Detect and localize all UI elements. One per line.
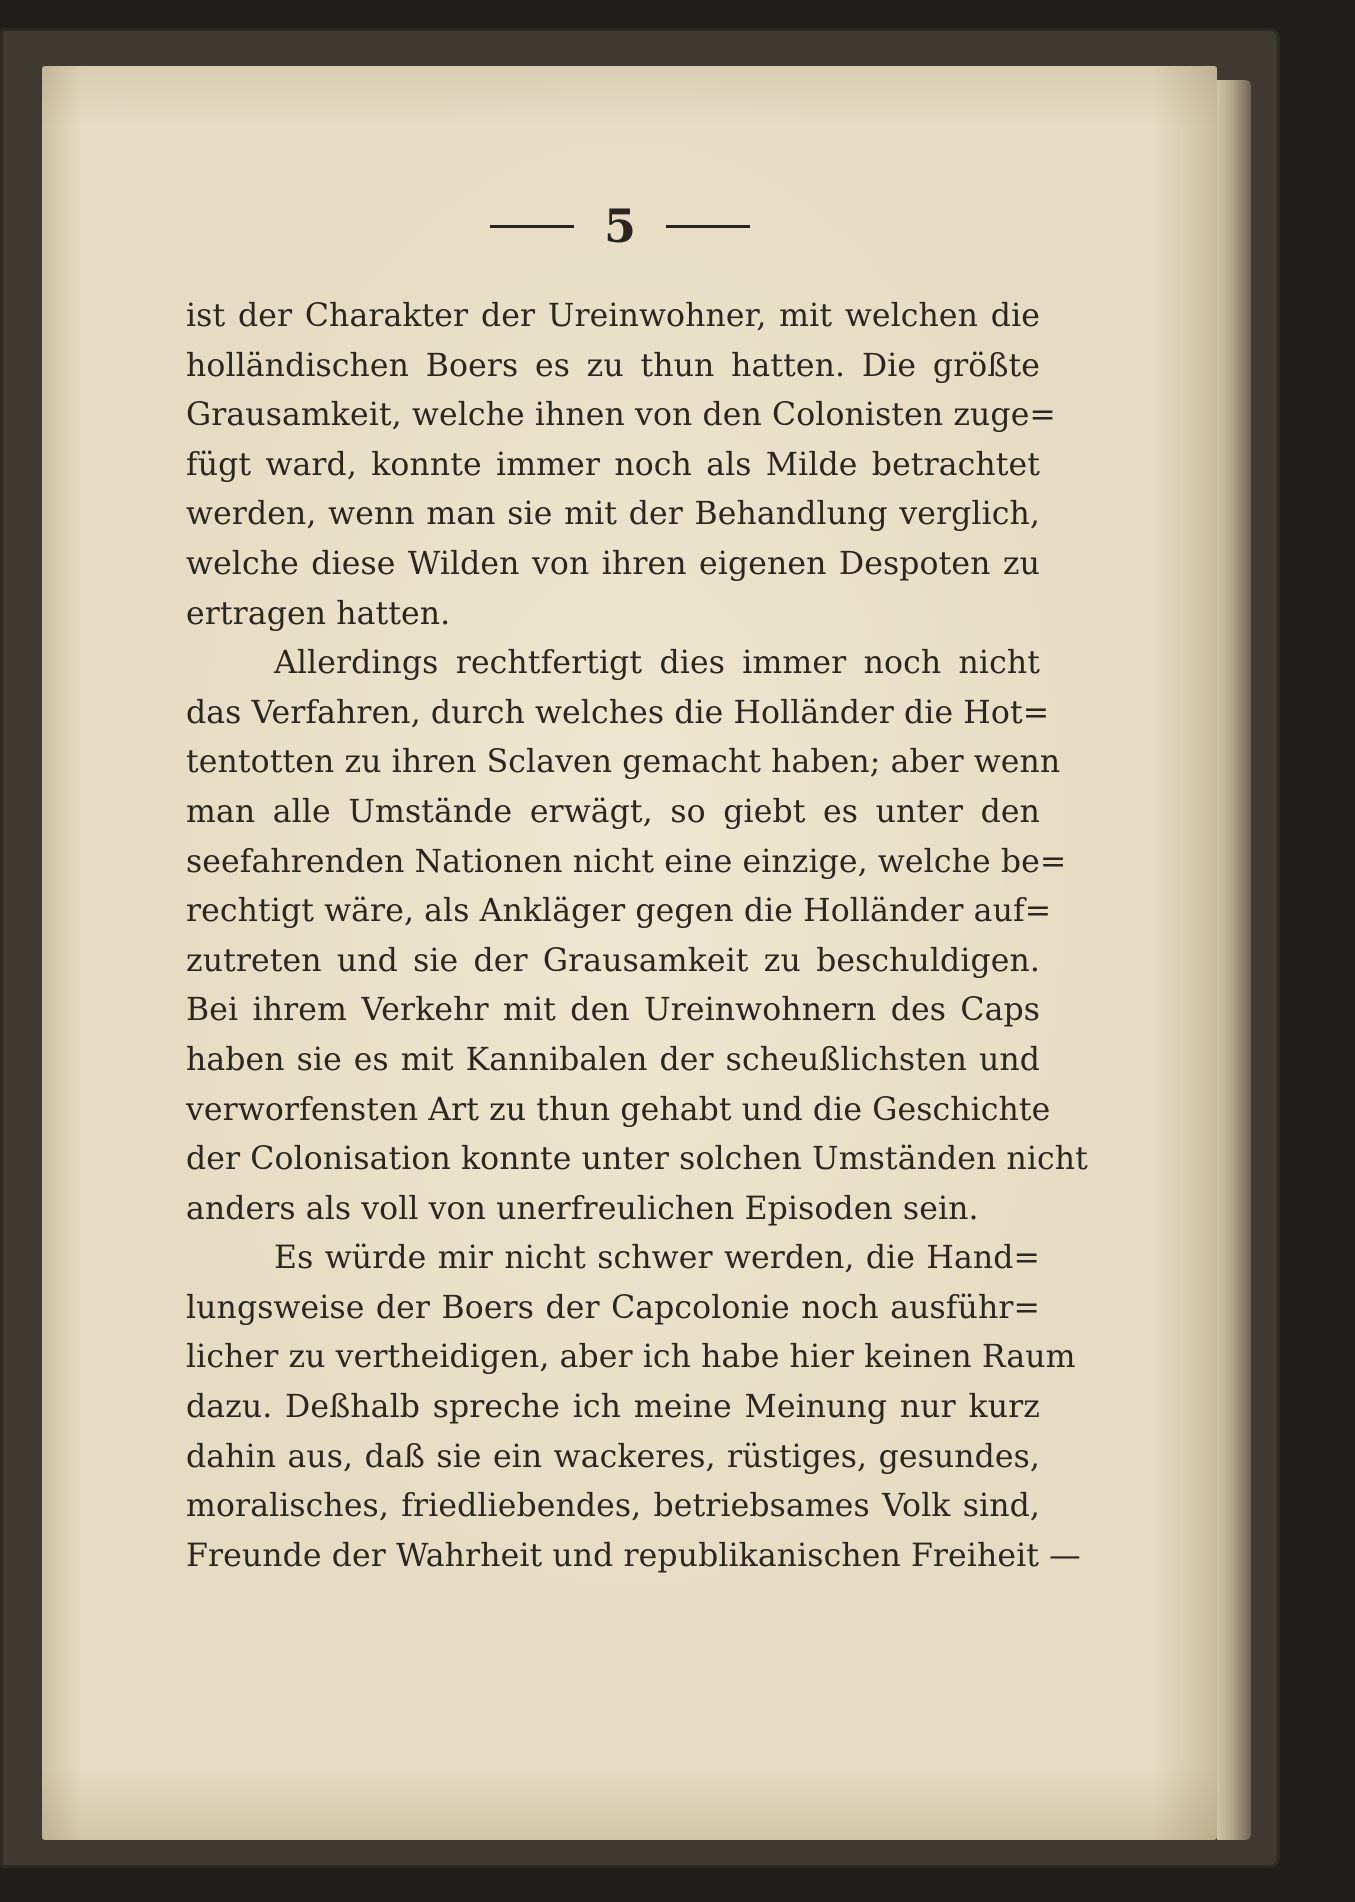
text-line: der Colonisation konnte unter solchen Umständen nicht bbox=[186, 1141, 1088, 1178]
text-line: dazu. Deßhalb spreche ich meine Meinung nur kurz bbox=[186, 1389, 1040, 1426]
text-line: fügt ward, konnte immer noch als Milde betrachtet bbox=[186, 446, 1040, 483]
text-line: tentotten zu ihren Sclaven gemacht haben; aber wenn bbox=[186, 744, 1061, 781]
header-rule-right bbox=[666, 225, 750, 228]
text-line: das Verfahren, durch welches die Holländer die Hot= bbox=[186, 694, 1050, 731]
text-line: holländischen Boers es zu thun hatten. Die größte bbox=[186, 347, 1040, 384]
text-line: ertragen hatten. bbox=[186, 595, 451, 632]
text-line: werden, wenn man sie mit der Behandlung verglich, bbox=[186, 496, 1040, 533]
text-line: Allerdings rechtfertigt dies immer noch nicht bbox=[274, 645, 1040, 682]
text-line: haben sie es mit Kannibalen der scheußlichsten und bbox=[186, 1041, 1040, 1078]
text-line: lungsweise der Boers der Capcolonie noch ausführ= bbox=[186, 1289, 1040, 1326]
page-edges bbox=[1217, 80, 1251, 1840]
text-line: zutreten und sie der Grausamkeit zu beschuldigen. bbox=[186, 942, 1040, 979]
text-line: ist der Charakter der Ureinwohner, mit welchen die bbox=[186, 298, 1040, 334]
header-rule-left bbox=[490, 225, 574, 228]
text-line: verworfensten Art zu thun gehabt und die Geschichte bbox=[186, 1091, 1051, 1128]
text-line: Bei ihrem Verkehr mit den Ureinwohnern des Caps bbox=[186, 992, 1040, 1029]
text-line: moralisches, friedliebendes, betriebsames Volk sind, bbox=[186, 1488, 1040, 1525]
text-line: seefahrenden Nationen nicht eine einzige, welche be= bbox=[186, 843, 1067, 880]
body-text bbox=[186, 292, 1088, 1581]
text-line: anders als voll von unerfreulichen Episoden sein. bbox=[186, 1190, 979, 1227]
text-line: rechtigt wäre, als Ankläger gegen die Holländer auf= bbox=[186, 893, 1052, 930]
text-line: Freunde der Wahrheit und republikanischen Freiheit — bbox=[186, 1537, 1081, 1574]
text-line: Es würde mir nicht schwer werden, die Hand= bbox=[274, 1240, 1040, 1277]
text-line: welche diese Wilden von ihren eigenen Despoten zu bbox=[186, 545, 1040, 582]
text-line: man alle Umstände erwägt, so giebt es unter den bbox=[186, 793, 1040, 830]
text-line: licher zu vertheidigen, aber ich habe hier keinen Raum bbox=[186, 1339, 1076, 1376]
text-line: Grausamkeit, welche ihnen von den Colonisten zuge= bbox=[186, 397, 1056, 434]
page-number: 5 bbox=[603, 199, 636, 253]
page-header bbox=[0, 196, 1240, 256]
text-line: dahin aus, daß sie ein wackeres, rüstiges, gesundes, bbox=[186, 1438, 1040, 1475]
